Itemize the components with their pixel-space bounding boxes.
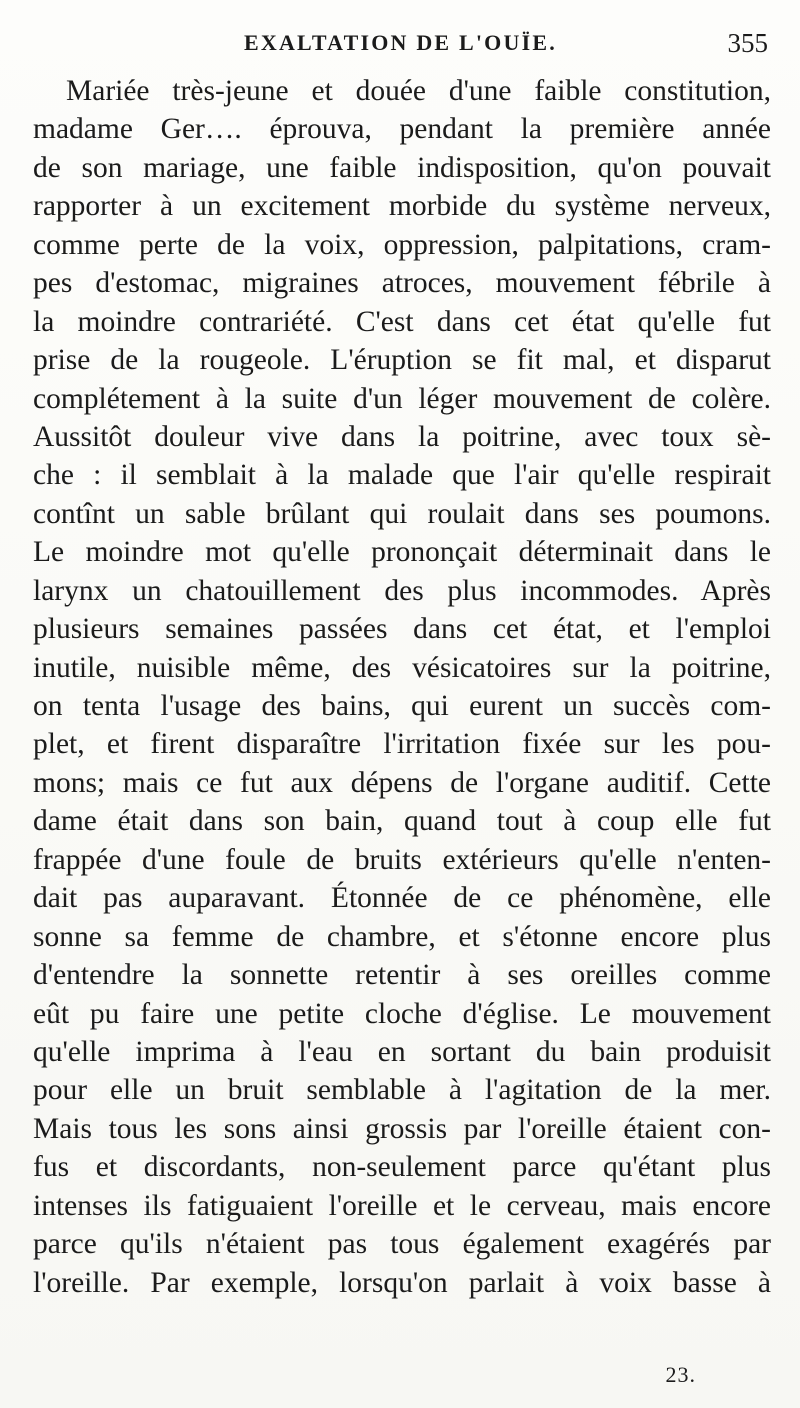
text-line: on tenta l'usage des bains, qui eurent un succès com- bbox=[33, 690, 771, 722]
text-line: eût pu faire une petite cloche d'église. Le mouvement bbox=[33, 997, 771, 1030]
text-line: l'oreille. Par exemple, lorsqu'on parlait à voix basse à bbox=[33, 1266, 771, 1299]
text-line: prise de la rougeole. L'éruption se fit mal, et disparut bbox=[33, 344, 771, 377]
text-line: Le moindre mot qu'elle prononçait déterminait dans le bbox=[33, 536, 771, 569]
signature-mark: 23. bbox=[665, 1362, 696, 1387]
text-line: comme perte de la voix, oppression, palpitations, cram- bbox=[33, 228, 771, 261]
text-line: Aussitôt douleur vive dans la poitrine, avec toux sè- bbox=[33, 420, 771, 453]
text-line: madame Ger…. éprouva, pendant la première année bbox=[33, 113, 771, 146]
text-line: qu'elle imprima à l'eau en sortant du bain produisit bbox=[33, 1035, 771, 1068]
text-line: sonne sa femme de chambre, et s'étonne encore plus bbox=[33, 920, 771, 953]
text-line: de son mariage, une faible indisposition, qu'on pouvait bbox=[33, 151, 771, 184]
text-line: inutile, nuisible même, des vésicatoires sur la poitrine, bbox=[33, 651, 771, 684]
text-line: la moindre contrariété. C'est dans cet état qu'elle fut bbox=[33, 305, 771, 338]
page-number: 355 bbox=[727, 28, 768, 58]
text-line: mons; mais ce fut aux dépens de l'organe auditif. Cette bbox=[33, 766, 771, 799]
text-line: larynx un chatouillement des plus incommodes. Après bbox=[33, 574, 771, 607]
text-line: dame était dans son bain, quand tout à coup elle fut bbox=[33, 805, 771, 838]
text-line: plusieurs semaines passées dans cet état, et l'emploi bbox=[33, 613, 771, 646]
body-paragraph bbox=[33, 72, 771, 1302]
running-head bbox=[0, 24, 800, 64]
text-line: intenses ils fatiguaient l'oreille et le cerveau, mais encore bbox=[33, 1189, 771, 1222]
text-line: complétement à la suite d'un léger mouvement de colère. bbox=[33, 382, 771, 415]
text-line: che : il semblait à la malade que l'air qu'elle respirait bbox=[33, 459, 771, 492]
text-line: Mariée très-jeune et douée d'une faible constitution, bbox=[66, 75, 771, 107]
text-line: pes d'estomac, migraines atroces, mouvement fébrile à bbox=[33, 267, 771, 300]
text-line: Mais tous les sons ainsi grossis par l'oreille étaient con- bbox=[33, 1112, 771, 1145]
text-line: contînt un sable brûlant qui roulait dans ses poumons. bbox=[33, 497, 771, 530]
text-line: plet, et firent disparaître l'irritation fixée sur les pou- bbox=[33, 728, 771, 761]
running-head-title: EXALTATION DE L'OUÏE. bbox=[244, 30, 557, 55]
text-line: dait pas auparavant. Étonnée de ce phénomène, elle bbox=[33, 882, 771, 915]
text-line: frappée d'une foule de bruits extérieurs qu'elle n'enten- bbox=[33, 843, 771, 876]
text-line: d'entendre la sonnette retentir à ses oreilles comme bbox=[33, 959, 771, 992]
text-line: fus et discordants, non-seulement parce qu'étant plus bbox=[33, 1151, 771, 1184]
text-line: rapporter à un excitement morbide du système nerveux, bbox=[33, 190, 771, 223]
text-line: parce qu'ils n'étaient pas tous également exagérés par bbox=[33, 1228, 771, 1261]
text-line: pour elle un bruit semblable à l'agitation de la mer. bbox=[33, 1074, 771, 1107]
